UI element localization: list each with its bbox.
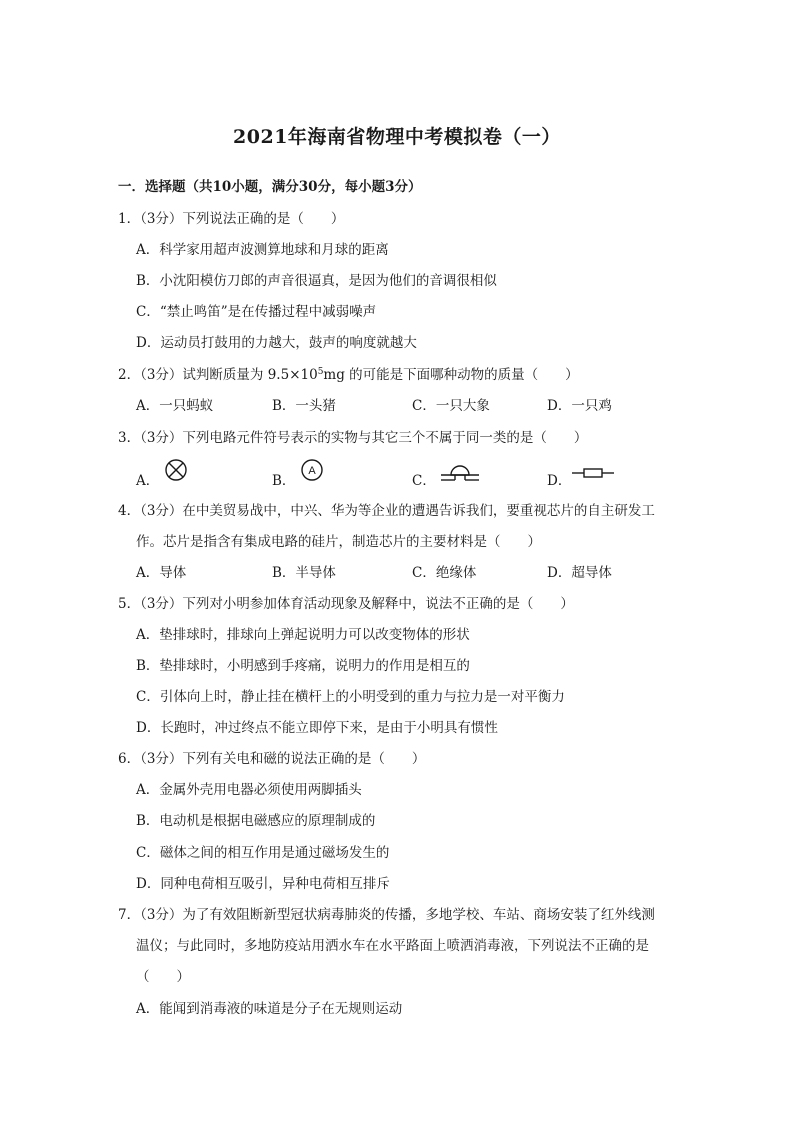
question-5-option-a: A．垫排球时，排球向上弹起说明力可以改变物体的形状 xyxy=(136,627,470,643)
question-4-stem-line-1: 4．（3分）在中美贸易战中，中兴、华为等企业的遭遇告诉我们，要重视芯片的自主研发工 xyxy=(118,503,655,519)
question-5-option-b: B．垫排球时，小明感到手疼痛，说明力的作用是相互的 xyxy=(136,658,470,674)
question-1-option-b: B．小沈阳模仿刀郎的声音很逼真，是因为他们的音调很相似 xyxy=(136,273,497,289)
lamp-symbol-icon xyxy=(164,458,188,482)
question-3-option-a: A． xyxy=(136,473,160,489)
question-4-option-c: C．绝缘体 xyxy=(412,565,477,581)
question-5-stem: 5．（3分）下列对小明参加体育活动现象及解释中，说法不正确的是（ ） xyxy=(118,596,574,612)
question-1-option-c: C．“禁止鸣笛”是在传播过程中减弱噪声 xyxy=(136,304,377,320)
question-2-option-d: D．一只鸡 xyxy=(547,398,612,414)
page-title: 2021年海南省物理中考模拟卷（一） xyxy=(233,126,561,148)
question-5-option-d: D．长跑时，冲过终点不能立即停下来，是由于小明具有惯性 xyxy=(136,720,498,736)
question-1-option-d: D．运动员打鼓用的力越大，鼓声的响度就越大 xyxy=(136,335,417,351)
question-2-exponent: 5 xyxy=(317,367,324,377)
question-7-stem-line-3: （ ） xyxy=(136,969,190,985)
question-2-option-c: C．一只大象 xyxy=(412,398,490,414)
question-3-option-b: B． xyxy=(272,473,296,489)
question-2-option-a: A．一只蚂蚁 xyxy=(136,398,214,414)
question-3-option-c: C． xyxy=(412,473,436,489)
question-6-option-c: C．磁体之间的相互作用是通过磁场发生的 xyxy=(136,845,390,861)
question-4-option-b: B．半导体 xyxy=(272,565,336,581)
question-1-option-a: A．科学家用超声波测算地球和月球的距离 xyxy=(136,242,389,258)
question-6-option-a: A．金属外壳用电器必须使用两脚插头 xyxy=(136,782,362,798)
question-6-option-d: D．同种电荷相互吸引，异种电荷相互排斥 xyxy=(136,876,390,892)
question-7-option-a: A．能闻到消毒液的味道是分子在无规则运动 xyxy=(136,1001,403,1017)
question-4-stem-line-2: 作。芯片是指含有集成电路的硅片，制造芯片的主要材料是（ ） xyxy=(136,534,541,550)
question-2-stem-post: mg 的可能是下面哪种动物的质量（ ） xyxy=(323,367,579,383)
question-3-stem: 3．（3分）下列电路元件符号表示的实物与其它三个不属于同一类的是（ ） xyxy=(118,430,588,446)
bell-symbol-icon xyxy=(437,462,483,482)
question-3-option-d: D． xyxy=(547,473,572,489)
question-2-option-b: B．一头猪 xyxy=(272,398,336,414)
question-7-stem-line-1: 7．（3分）为了有效阻断新型冠状病毒肺炎的传播，多地学校、车站、商场安装了红外线测 xyxy=(118,907,655,923)
question-1-stem: 1．（3分）下列说法正确的是（ ） xyxy=(118,211,345,227)
resistor-symbol-icon xyxy=(570,466,616,480)
question-4-option-d: D．超导体 xyxy=(547,565,612,581)
question-5-option-c: C．引体向上时，静止挂在横杆上的小明受到的重力与拉力是一对平衡力 xyxy=(136,689,565,705)
question-2-stem xyxy=(118,365,579,385)
question-6-stem: 6．（3分）下列有关电和磁的说法正确的是（ ） xyxy=(118,751,426,767)
ammeter-letter: A xyxy=(308,465,316,477)
question-7-stem-line-2: 温仪；与此同时，多地防疫站用洒水车在水平路面上喷洒消毒液，下列说法不正确的是 xyxy=(136,938,649,954)
question-6-option-b: B．电动机是根据电磁感应的原理制成的 xyxy=(136,813,376,829)
section-heading: 一．选择题（共10小题，满分30分，每小题3分） xyxy=(118,179,422,195)
question-2-stem-pre: 2．（3分）试判断质量为 9.5×10 xyxy=(118,367,318,383)
ammeter-symbol-icon xyxy=(300,458,324,482)
question-4-option-a: A．导体 xyxy=(136,565,187,581)
